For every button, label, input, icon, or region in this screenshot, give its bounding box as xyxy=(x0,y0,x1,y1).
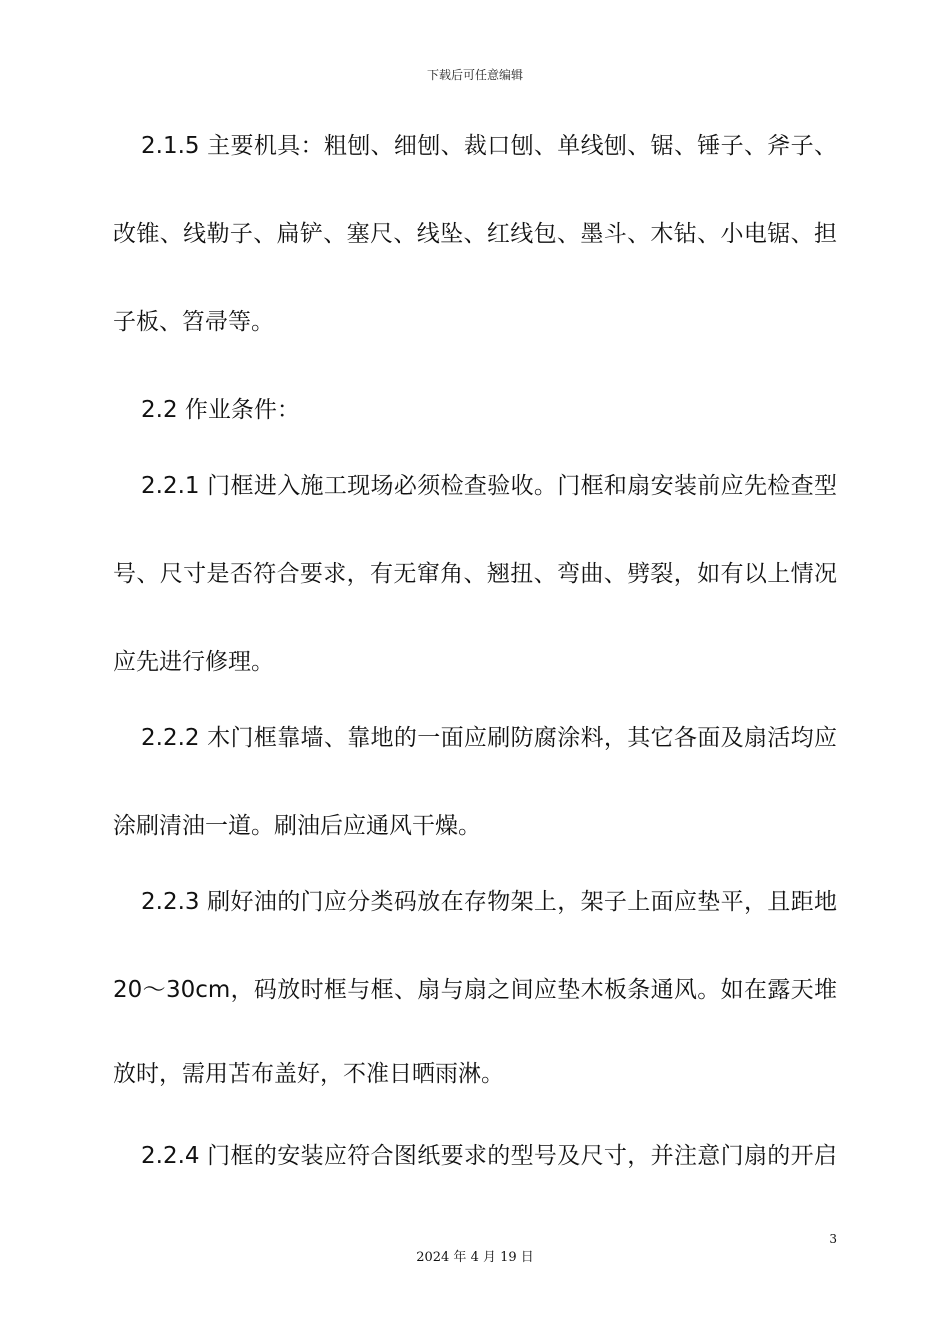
paragraph-2-2-1-line-2: 号、尺寸是否符合要求，有无窜角、翘扭、弯曲、劈裂，如有以上情况 xyxy=(113,561,837,587)
page-number: 3 xyxy=(829,1232,837,1246)
paragraph-2-1-5-line-1: 2.1.5 主要机具：粗刨、细刨、裁口刨、单线刨、锯、锤子、斧子、 xyxy=(141,133,837,159)
paragraph-2-2-2-line-2: 涂刷清油一道。刷油后应通风干燥。 xyxy=(113,813,481,839)
paragraph-2-2-2-line-1: 2.2.2 木门框靠墙、靠地的一面应刷防腐涂料，其它各面及扇活均应 xyxy=(141,725,837,751)
paragraph-2-2-3-line-3: 放时，需用苫布盖好，不准日晒雨淋。 xyxy=(113,1061,504,1087)
paragraph-2-2-3-line-1: 2.2.3 刷好油的门应分类码放在存物架上，架子上面应垫平，且距地 xyxy=(141,889,837,915)
footer-date: 2024 年 4 月 19 日 xyxy=(416,1250,534,1265)
paragraph-2-2-3-line-2: 20～30cm，码放时框与框、扇与扇之间应垫木板条通风。如在露天堆 xyxy=(113,977,837,1003)
section-2-2-heading: 2.2 作业条件： xyxy=(141,397,300,423)
paragraph-2-1-5-line-3: 子板、笤帚等。 xyxy=(113,309,274,335)
paragraph-2-2-1-line-1: 2.2.1 门框进入施工现场必须检查验收。门框和扇安装前应先检查型 xyxy=(141,473,837,499)
paragraph-2-1-5-line-2: 改锥、线勒子、扁铲、塞尺、线坠、红线包、墨斗、木钻、小电锯、担 xyxy=(113,221,837,247)
paragraph-2-2-4-line-1: 2.2.4 门框的安装应符合图纸要求的型号及尺寸，并注意门扇的开启 xyxy=(141,1143,837,1169)
header-note: 下载后可任意编辑 xyxy=(426,68,523,82)
paragraph-2-2-1-line-3: 应先进行修理。 xyxy=(113,649,274,675)
